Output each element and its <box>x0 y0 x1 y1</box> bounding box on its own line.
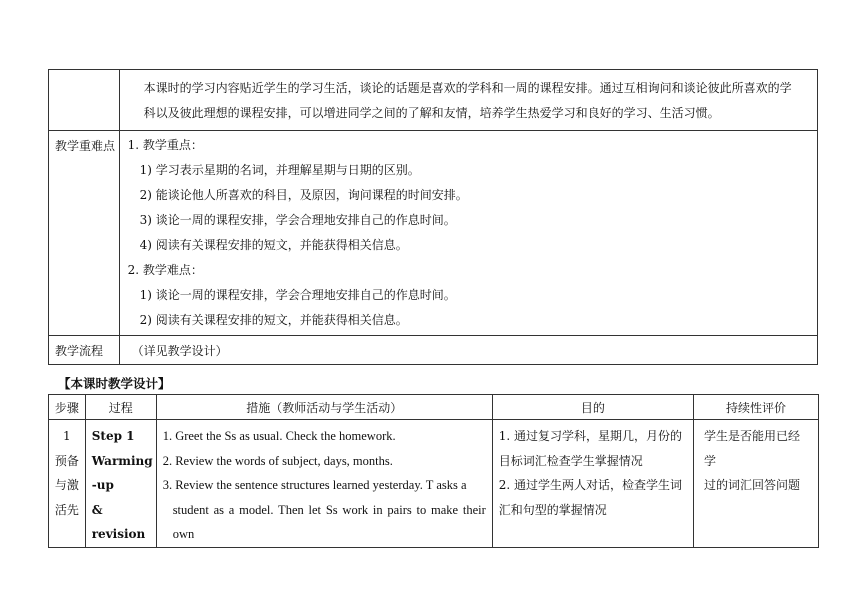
measure-line: 1. Greet the Ss as usual. Check the homework. <box>162 429 396 443</box>
intro-line: 科以及彼此理想的课程安排，可以增进同学之间的了解和友情，培养学生热爱学习和良好的学习、生活习惯。 <box>143 106 720 120</box>
evaluation-line: 过的词汇回答问题 <box>704 478 801 492</box>
focus-item: 3) 谈论一周的课程安排，学会合理地安排自己的作息时间。 <box>139 213 456 227</box>
purpose-line: 目标词汇检查学生掌握情况 <box>498 453 643 468</box>
lesson-overview-table <box>48 69 818 365</box>
header-step: 步骤 <box>49 395 86 420</box>
header-row <box>49 395 819 420</box>
measure-line: 3. Review the sentence structures learned yesterday. T asks a <box>162 478 467 492</box>
header-process: 过程 <box>85 395 156 420</box>
difficulty-title: 2. 教学难点： <box>127 263 203 277</box>
purpose-line: 汇和句型的掌握情况 <box>498 502 607 517</box>
lesson-design-table <box>48 394 819 548</box>
header-evaluation: 持续性评价 <box>694 395 819 420</box>
evaluation-cell <box>694 420 819 548</box>
process-line: -up <box>91 478 114 492</box>
difficulty-item: 2) 阅读有关课程安排的短文，并能获得相关信息。 <box>139 313 408 327</box>
measure-line: student as a model. Then let Ss work in pairs to make their own <box>172 502 486 541</box>
process-line: Warming <box>91 453 153 468</box>
intro-cell <box>119 70 817 131</box>
header-measures: 措施（教师活动与学生活动） <box>156 395 492 420</box>
step-line: 预备 <box>54 453 79 468</box>
step-cell <box>49 420 86 548</box>
evaluation-line: 学生是否能用已经学 <box>704 429 801 468</box>
step-line: 1 <box>63 429 71 443</box>
intro-line: 本课时的学习内容贴近学生的学习生活，谈论的话题是喜欢的学科和一周的课程安排。通过互相询问和谈论彼此所喜欢的学 <box>143 81 792 95</box>
process-cell <box>85 420 156 548</box>
focus-item: 1) 学习表示星期的名词，并理解星期与日期的区别。 <box>139 163 420 177</box>
purpose-cell <box>492 420 693 548</box>
focus-item: 2) 能谈论他人所喜欢的科目，及原因，询问课程的时间安排。 <box>139 188 468 202</box>
focus-item: 4) 阅读有关课程安排的短文，并能获得相关信息。 <box>139 238 408 252</box>
table-row <box>49 420 819 548</box>
purpose-line: 2. 通过学生两人对话，检查学生词 <box>498 478 683 492</box>
process-line: Step 1 <box>91 429 135 443</box>
flow-value: （详见教学设计） <box>119 336 817 365</box>
step-line: 活先 <box>54 502 79 517</box>
step-line: 与激 <box>54 478 79 492</box>
measures-cell <box>156 420 492 548</box>
purpose-line: 1. 通过复习学科，星期几，月份的 <box>498 429 683 443</box>
difficulty-item: 1) 谈论一周的课程安排，学会合理地安排自己的作息时间。 <box>139 288 456 302</box>
measure-line: 2. Review the words of subject, days, months. <box>162 453 393 468</box>
flow-label: 教学流程 <box>49 336 120 365</box>
section-title: 【本课时教学设计】 <box>58 376 171 391</box>
header-purpose: 目的 <box>492 395 693 420</box>
key-points-label: 教学重难点 <box>49 131 120 336</box>
process-line: & revision <box>91 502 146 541</box>
key-points-cell <box>119 131 817 336</box>
focus-title: 1. 教学重点： <box>127 138 203 152</box>
intro-label-cell <box>49 70 120 131</box>
